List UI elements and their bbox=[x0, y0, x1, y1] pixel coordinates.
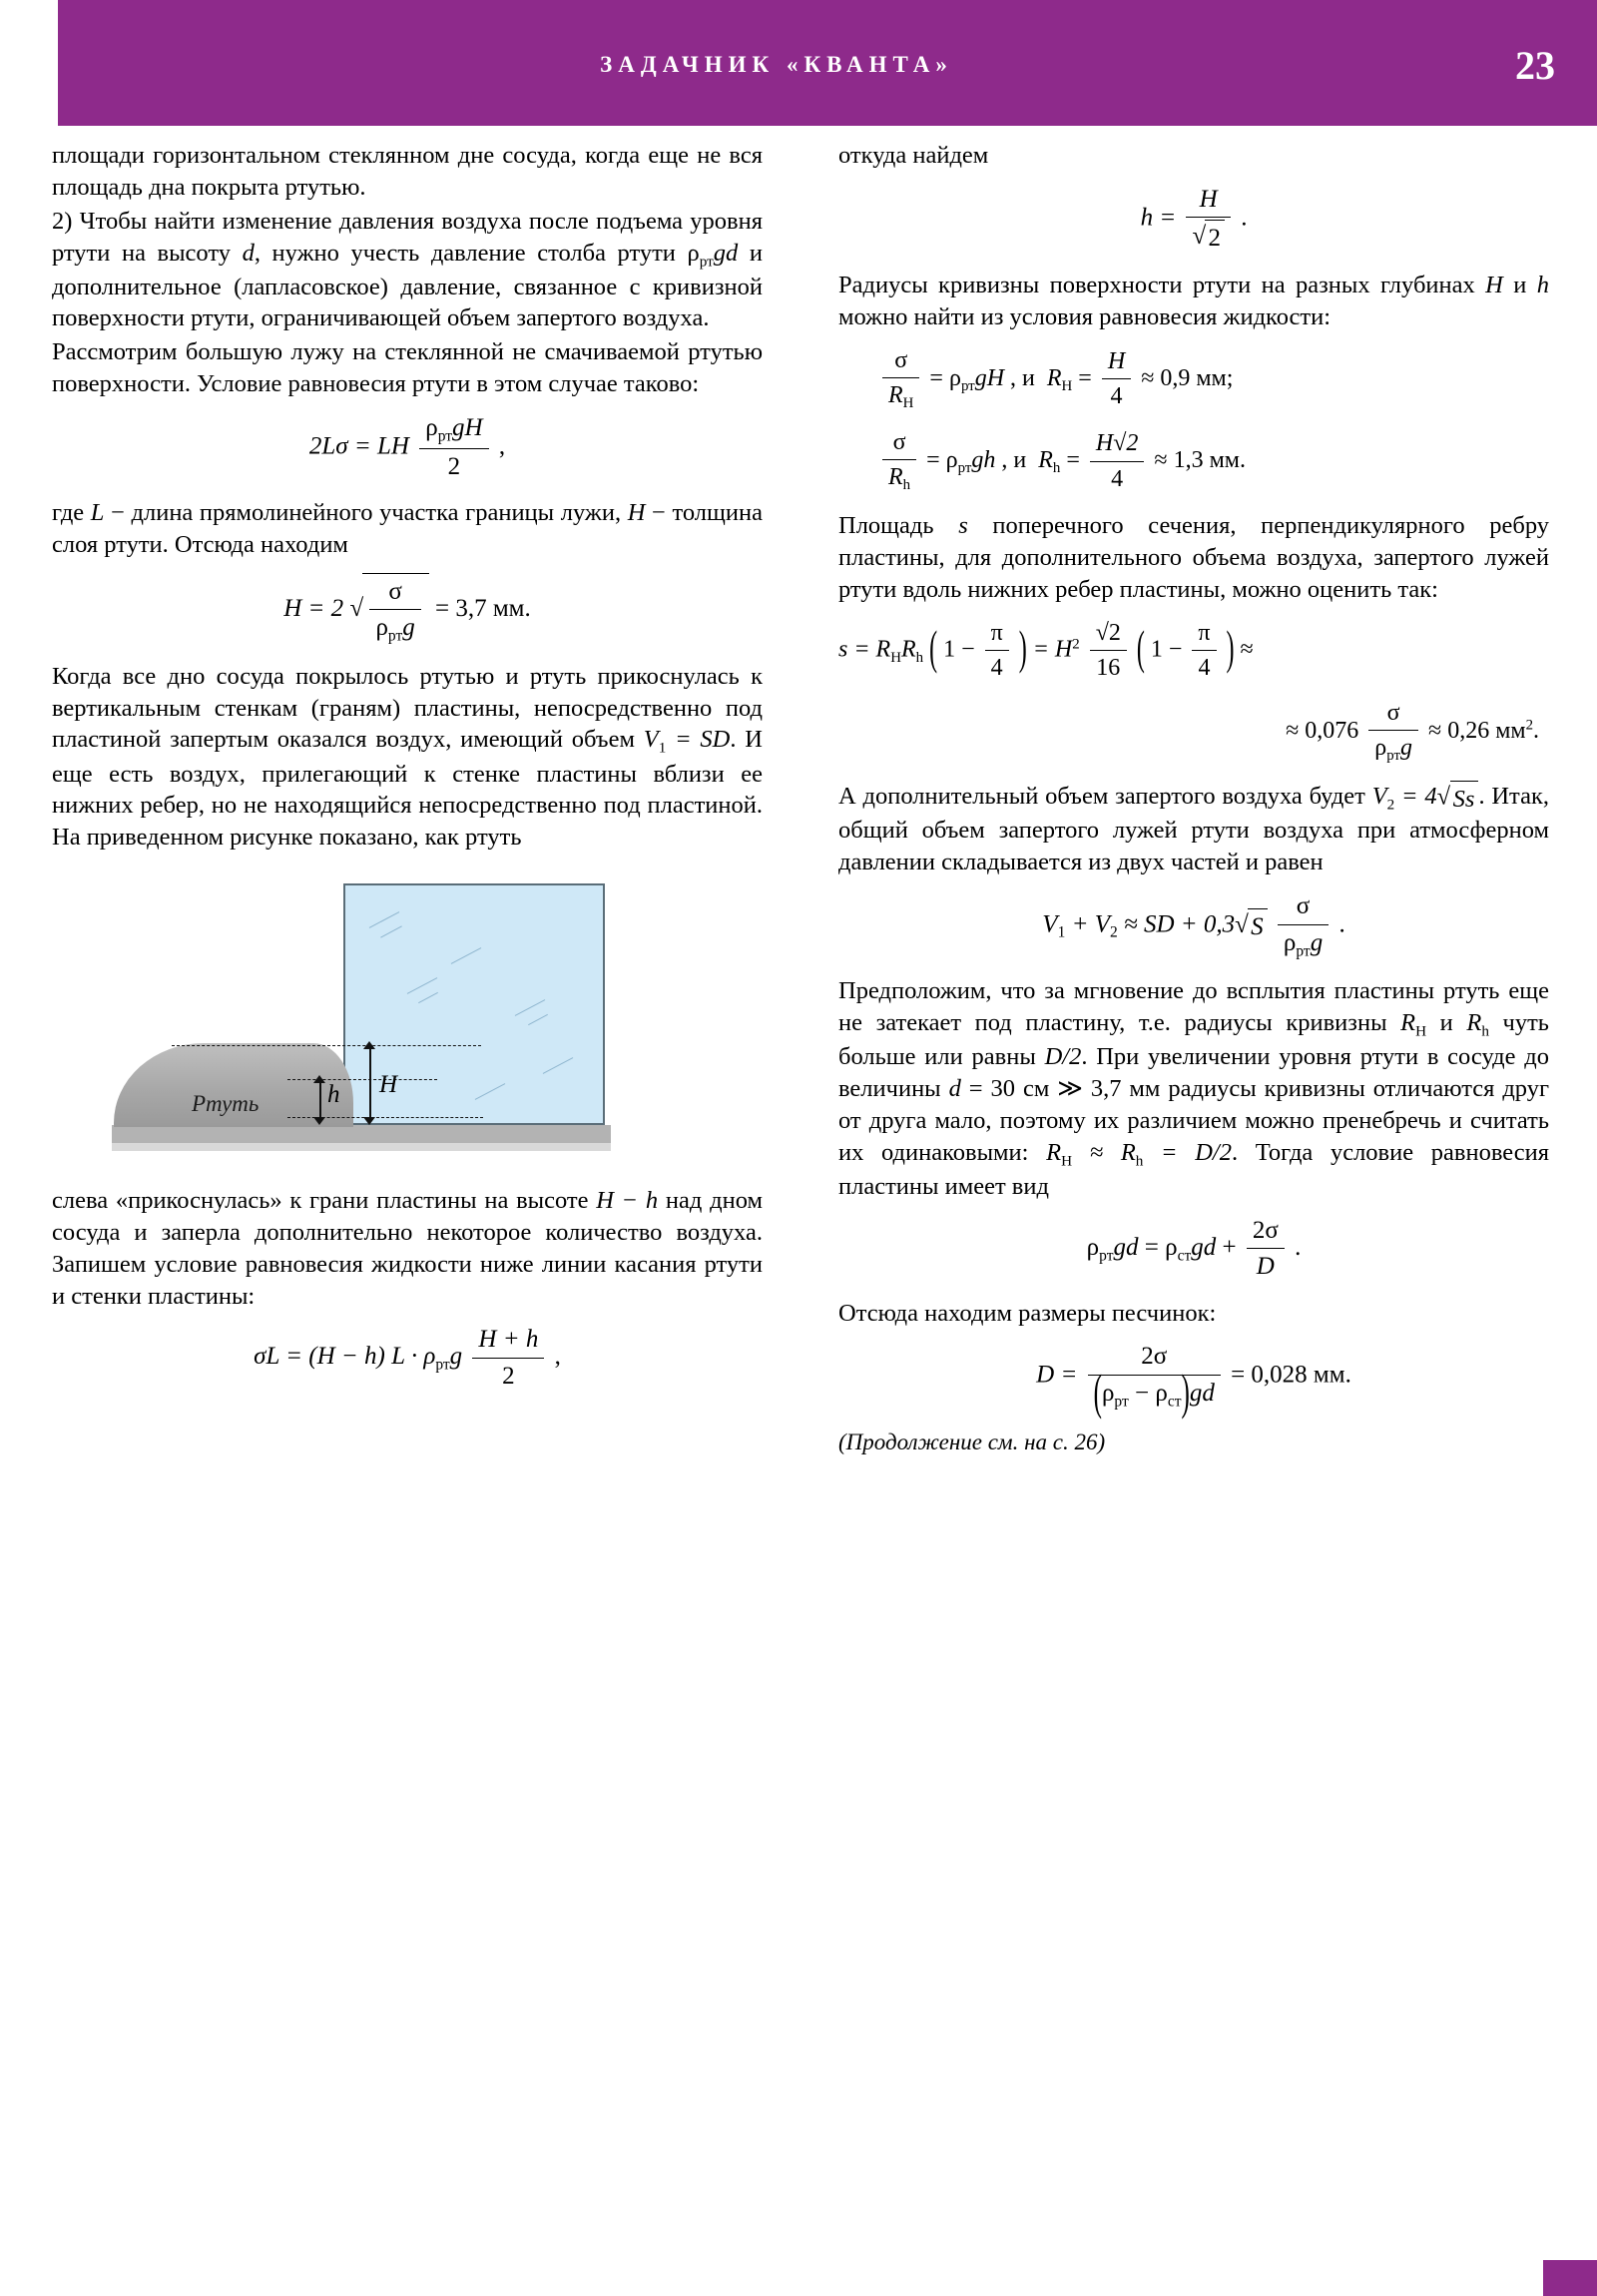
text-run: чуть больше или равны bbox=[838, 1009, 1549, 1071]
equation-1 bbox=[838, 184, 1549, 256]
eq2-den2: 4 bbox=[1110, 382, 1123, 409]
expr-D-over-2: D/2 bbox=[1044, 1043, 1082, 1071]
eq3-numerator: H + h bbox=[472, 1324, 544, 1359]
unit-cm: см bbox=[1022, 1074, 1050, 1102]
glint-icon bbox=[407, 977, 437, 994]
eq2-gH: gH bbox=[974, 364, 1005, 391]
paren-open-icon: ( bbox=[1136, 623, 1145, 676]
var-gd: gd bbox=[713, 239, 739, 267]
eq2-numerator: σ bbox=[369, 576, 420, 611]
text-run: и bbox=[1426, 1009, 1467, 1037]
text-run: . И еще есть воздух, прилегающий к стенке пластины вблизи ее нижних ребер, но не находящийся непосредственно под пластиной. На приведенном рисунке показано, как ртуть bbox=[52, 726, 763, 852]
text-run: − длина прямолинейного участка границы лужи, bbox=[104, 499, 628, 527]
eq4b-g: g bbox=[1400, 735, 1413, 762]
text-run: где bbox=[52, 499, 91, 527]
eq2-numerator: σ bbox=[882, 345, 919, 378]
eq2-comma: , и bbox=[1010, 364, 1035, 391]
eq7-result: = 0,028 bbox=[1231, 1361, 1308, 1389]
paragraph-6 bbox=[52, 1185, 763, 1312]
eq1-fraction bbox=[419, 412, 488, 483]
eq5-plus-V2: + V bbox=[1065, 910, 1110, 938]
eq6-numerator: 2σ bbox=[1247, 1215, 1285, 1250]
var-d: d bbox=[948, 1074, 961, 1102]
expr-approx-Rh: ≈ R bbox=[1072, 1138, 1136, 1166]
glint-icon bbox=[543, 1057, 573, 1074]
eq2-R: R bbox=[888, 381, 903, 408]
eq3-R-sub: h bbox=[902, 477, 911, 494]
paragraph-3: Рассмотрим большую лужу на стеклянной не смачиваемой ртутью поверхности. Условие равновесия ртути в этом случае таково: bbox=[52, 338, 763, 398]
eq2-approx: ≈ 0,9 bbox=[1141, 364, 1191, 391]
eq4-one-minus: 1 − bbox=[943, 636, 975, 663]
text-run: можно найти из условия равновесия жидкости: bbox=[838, 302, 1331, 330]
eq6-rho-sub: рт bbox=[1099, 1247, 1114, 1265]
eq3-gh: gh bbox=[971, 447, 996, 474]
eq4b-period: . bbox=[1533, 717, 1539, 744]
eq2-sqrt bbox=[349, 573, 428, 647]
eq6-gd2: gd bbox=[1191, 1233, 1217, 1261]
arrow-up-icon bbox=[313, 1075, 325, 1083]
glint-icon bbox=[528, 1014, 548, 1025]
eq6-rho2-sub: ст bbox=[1177, 1247, 1192, 1265]
p4-radicand: Ss bbox=[1450, 781, 1479, 816]
eq5-V1: V bbox=[1042, 910, 1058, 938]
eq3-unit: мм bbox=[1209, 447, 1240, 474]
eq3-approx: ≈ 1,3 bbox=[1154, 447, 1204, 474]
page-corner-mark bbox=[1543, 2260, 1597, 2296]
eq2-rho: ρ bbox=[375, 614, 388, 642]
expr-equals-D2: = D/2 bbox=[1143, 1138, 1232, 1166]
v2-subscript: 2 bbox=[1386, 795, 1395, 813]
eq6-fraction bbox=[1247, 1215, 1285, 1284]
page-header-band bbox=[58, 0, 1597, 126]
eq3-comma: , и bbox=[1001, 447, 1027, 474]
var-d: d bbox=[242, 239, 255, 267]
figure-arrow-H bbox=[369, 1047, 371, 1117]
rh2-subscript: h bbox=[1481, 1022, 1489, 1040]
radical-sign: √ bbox=[1436, 783, 1451, 811]
eq3-mid-sub: рт bbox=[957, 460, 972, 477]
eq3-lhs-sub: рт bbox=[435, 1357, 450, 1375]
eq4-pi-fraction bbox=[985, 618, 1009, 684]
eq3-num2: H√2 bbox=[1090, 428, 1145, 461]
eq4-sub1: H bbox=[890, 649, 901, 666]
var-h: h bbox=[1536, 271, 1549, 298]
equation-5 bbox=[838, 890, 1549, 961]
eq6-denominator: D bbox=[1256, 1253, 1275, 1280]
eq4b-fraction bbox=[1368, 698, 1418, 767]
eq2-mid-sub: рт bbox=[960, 377, 975, 394]
eq3-numerator: σ bbox=[882, 427, 916, 460]
figure-base-shadow bbox=[112, 1143, 611, 1151]
eq7-minus-rho2: − ρ bbox=[1128, 1379, 1168, 1407]
left-column bbox=[52, 140, 763, 1407]
eq4b-result: ≈ 0,26 bbox=[1428, 717, 1490, 744]
eq3-tail: , bbox=[554, 1343, 561, 1371]
text-run: 2) Чтобы найти изменение давления воздуха после подъема уровня ртути на высоту bbox=[52, 207, 763, 267]
eq4-equals-H: = H bbox=[1032, 636, 1073, 663]
eq2-fraction-left bbox=[882, 345, 919, 414]
figure-label-h: h bbox=[327, 1081, 340, 1109]
eq4-sqrt2: √2 bbox=[1090, 618, 1127, 651]
continuation-note: (Продолжение см. на с. 26) bbox=[838, 1430, 1106, 1455]
figure-glass-bottom bbox=[112, 1125, 611, 1143]
eq3-R2-sub: h bbox=[1052, 460, 1061, 477]
paragraph-4 bbox=[838, 781, 1549, 879]
eq4-approx: ≈ bbox=[1240, 636, 1254, 663]
text-run: слева «прикоснулась» к грани пластины на высоте bbox=[52, 1187, 597, 1215]
equation-1 bbox=[52, 412, 763, 483]
eq5-g: g bbox=[1310, 928, 1324, 956]
eq1-sqrt bbox=[1192, 220, 1225, 256]
radical-sign: √ bbox=[1235, 910, 1249, 938]
eq6-gd: gd bbox=[1113, 1233, 1139, 1261]
eq4-sub2: h bbox=[915, 649, 924, 666]
eq1-tail: , bbox=[498, 432, 506, 460]
paragraph-1: откуда найдем bbox=[838, 142, 989, 169]
text-run: А дополнительный объем запертого воздуха будет bbox=[838, 782, 1372, 810]
equation-3 bbox=[52, 1324, 763, 1393]
eq2-g: g bbox=[402, 614, 415, 642]
equation-7 bbox=[838, 1341, 1549, 1421]
equation-4-line1 bbox=[838, 618, 1549, 684]
paragraph-5 bbox=[838, 975, 1549, 1202]
arrow-up-icon bbox=[363, 1041, 375, 1049]
eq3-fraction-left bbox=[882, 427, 916, 496]
eq7-rho1: ρ bbox=[1101, 1379, 1115, 1407]
rh-subscript: H bbox=[1415, 1022, 1427, 1040]
glint-icon bbox=[418, 992, 438, 1003]
eq2-unit: мм bbox=[1196, 364, 1227, 391]
eq5-period: . bbox=[1338, 910, 1345, 938]
eq2-fraction-right bbox=[1102, 346, 1131, 412]
arrow-down-icon bbox=[363, 1117, 375, 1125]
text-run: − толщина слоя ртути. Отсюда находим bbox=[52, 499, 763, 558]
eq7-lhs: D = bbox=[1036, 1361, 1078, 1389]
eq4b-rho: ρ bbox=[1374, 735, 1387, 762]
text-run: , нужно учесть давление столба ртути bbox=[254, 239, 688, 267]
eq4b-unit: мм bbox=[1495, 717, 1526, 744]
radical-sign: √ bbox=[1192, 223, 1207, 251]
eq4-four-2: 4 bbox=[1198, 654, 1211, 681]
rh-subscript-2: H bbox=[1061, 1151, 1073, 1169]
text-run: Когда все дно сосуда покрылось ртутью и ртуть прикоснулась к вертикальным стенкам (граням) пластины, непосредственно под пластиной запертым оказался воздух, имеющий объем bbox=[52, 662, 763, 754]
text-run: радиусы кривизны отличаются друг от друга мало, поэтому их различием можно пренебречь и считать их одинаковыми: bbox=[838, 1074, 1550, 1166]
eq4b-unit-power: 2 bbox=[1525, 717, 1533, 734]
eq2-fraction bbox=[369, 576, 420, 647]
expr-H-minus-h: H − h bbox=[596, 1187, 659, 1215]
paragraph-6: Отсюда находим размеры песчинок: bbox=[838, 1299, 1217, 1327]
figure-mercury-plate bbox=[52, 871, 763, 1171]
eq1-numerator bbox=[419, 412, 488, 449]
eq6-period: . bbox=[1295, 1233, 1302, 1261]
eq3-period: . bbox=[1239, 447, 1246, 474]
equation-4-line2 bbox=[838, 698, 1549, 767]
eq1-lhs: h = bbox=[1140, 204, 1177, 232]
figure-dash-top bbox=[172, 1045, 481, 1046]
eq7-denominator bbox=[1088, 1366, 1221, 1421]
var-Rh: R bbox=[1466, 1009, 1482, 1037]
eq1-rho: ρ bbox=[425, 413, 438, 441]
eq3-fraction bbox=[472, 1324, 544, 1393]
paragraph-1: площади горизонтальном стеклянном дне сосуда, когда еще не вся площадь дна покрыта ртутью. bbox=[52, 142, 763, 201]
glint-icon bbox=[380, 925, 402, 937]
var-RH-2: R bbox=[1046, 1138, 1062, 1166]
eq4b-rho-sub: рт bbox=[1386, 748, 1401, 765]
text-run: ≫ 3,7 bbox=[1049, 1074, 1122, 1102]
eq3-equals: = bbox=[1066, 447, 1080, 474]
eq5-radicand: S bbox=[1248, 908, 1268, 944]
text-run: = 30 bbox=[960, 1074, 1016, 1102]
eq3-den2: 4 bbox=[1111, 465, 1124, 492]
eq3-denominator bbox=[882, 460, 916, 496]
glint-icon bbox=[475, 1083, 505, 1100]
eq4b-numerator: σ bbox=[1368, 698, 1418, 731]
eq1-rho-sub: рт bbox=[437, 427, 453, 445]
eq5-fraction bbox=[1278, 890, 1329, 961]
text-run: . При увеличении уровня ртути в сосуде до величины bbox=[838, 1043, 1549, 1102]
eq1-radicand: 2 bbox=[1205, 220, 1225, 256]
eq-sd: = SD bbox=[666, 726, 731, 754]
paren-close-icon: ) bbox=[1181, 1366, 1190, 1421]
text-run: . Тогда условие равновесия пластины имеет вид bbox=[838, 1138, 1549, 1200]
glint-icon bbox=[451, 947, 481, 964]
eq6-equals: = ρ bbox=[1144, 1233, 1178, 1261]
eq4-pi: π bbox=[985, 618, 1009, 651]
eq2-period: . bbox=[524, 594, 531, 622]
eq2-semicolon: ; bbox=[1226, 364, 1234, 391]
var-H: H bbox=[1485, 271, 1503, 298]
eq3-R2: R bbox=[1038, 447, 1053, 474]
eq2-unit: мм bbox=[492, 594, 525, 622]
var-V2: V bbox=[1371, 782, 1387, 810]
eq7-rho1-sub: рт bbox=[1114, 1393, 1129, 1411]
eq6-plus: + bbox=[1222, 1233, 1237, 1261]
eq2-R-sub: H bbox=[902, 394, 914, 411]
eq1-numerator: H bbox=[1186, 184, 1231, 219]
eq4-H-power: 2 bbox=[1072, 636, 1080, 653]
eq3-g: g bbox=[449, 1343, 463, 1371]
eq3-mid: = ρ bbox=[926, 447, 958, 474]
eq2-denominator bbox=[882, 378, 919, 414]
paren-open-icon: ( bbox=[929, 623, 938, 676]
text-run: Площадь bbox=[838, 511, 959, 539]
page-title: ЗАДАЧНИК «КВАНТА» bbox=[600, 52, 953, 77]
eq4-sqrt2-fraction bbox=[1090, 618, 1127, 684]
var-s: s bbox=[958, 511, 968, 539]
eq5-rho-sub: рт bbox=[1296, 942, 1311, 960]
paragraph-4 bbox=[52, 497, 763, 561]
p4-sqrt bbox=[1437, 781, 1479, 816]
right-column bbox=[838, 140, 1549, 1457]
equation-2 bbox=[52, 573, 763, 647]
text-run: Предположим, что за мгновение до всплытия пластины ртуть еще не затекает под пластину, т.е. радиусы кривизны bbox=[838, 977, 1549, 1037]
eq4b-denominator bbox=[1368, 731, 1418, 767]
eq5-approx: ≈ SD + 0,3 bbox=[1117, 910, 1236, 938]
radical-sign: √ bbox=[349, 594, 364, 622]
eq5-denominator bbox=[1278, 925, 1329, 962]
eq2-R2-sub: H bbox=[1061, 377, 1073, 394]
equation-2 bbox=[838, 345, 1549, 414]
v1-subscript: 1 bbox=[658, 739, 667, 757]
eq4-R2: R bbox=[900, 636, 916, 663]
page-number: 23 bbox=[1515, 43, 1555, 88]
glint-icon bbox=[369, 911, 399, 928]
eq4b-approx: ≈ 0,076 bbox=[1286, 717, 1359, 744]
eq7-rho2-sub: ст bbox=[1167, 1393, 1182, 1411]
eq4-four: 4 bbox=[990, 654, 1003, 681]
eq3-lhs: σL = (H − h) L · ρ bbox=[254, 1343, 436, 1371]
unit-mm: мм bbox=[1129, 1074, 1161, 1102]
eq1-denominator: 2 bbox=[447, 452, 461, 480]
eq2-result: = 3,7 bbox=[435, 594, 487, 622]
equation-3 bbox=[838, 427, 1549, 496]
eq3-denominator: 2 bbox=[502, 1362, 515, 1390]
arrow-down-icon bbox=[313, 1117, 325, 1125]
paragraph-2 bbox=[52, 206, 763, 335]
var-RH: R bbox=[1400, 1009, 1416, 1037]
paren-open-icon: ( bbox=[1093, 1366, 1102, 1421]
eq6-rho: ρ bbox=[1086, 1233, 1100, 1261]
paragraph-3 bbox=[838, 510, 1549, 606]
figure-label-H: H bbox=[379, 1071, 398, 1099]
eq2-lhs: H = 2 bbox=[283, 594, 344, 622]
eq-4: = 4 bbox=[1394, 782, 1437, 810]
paragraph-5 bbox=[52, 661, 763, 854]
eq7-period: . bbox=[1344, 1361, 1351, 1389]
text-run: поперечного сечения, перпендикулярного ребру пластины, для дополнительного объема воздуха, запертого лужей ртути вдоль нижних ребер пластины, можно оценить так: bbox=[838, 511, 1549, 603]
eq5-rho: ρ bbox=[1283, 928, 1297, 956]
eq4-pi-fraction-2 bbox=[1192, 618, 1216, 684]
eq2-radicand bbox=[362, 573, 428, 647]
paragraph-2 bbox=[838, 270, 1549, 333]
figure-arrow-h bbox=[319, 1081, 321, 1117]
eq4-one-minus-2: 1 − bbox=[1150, 636, 1183, 663]
eq4-lhs: s = R bbox=[838, 636, 891, 663]
figure-mercury-label: Ртуть bbox=[192, 1091, 260, 1117]
eq7-fraction bbox=[1088, 1341, 1221, 1421]
text-run: над дном сосуда и заперла дополнительно некоторое количество воздуха. Запишем условие равновесия жидкости ниже линии касания ртути и стенки пластины: bbox=[52, 1187, 763, 1310]
eq5-sqrt bbox=[1235, 908, 1268, 944]
figure-dash-mid bbox=[287, 1079, 437, 1080]
rh-subscript-3: h bbox=[1135, 1151, 1144, 1169]
eq2-equals: = bbox=[1078, 364, 1092, 391]
paren-close-icon: ) bbox=[1226, 623, 1235, 676]
page-left-margin bbox=[0, 0, 58, 2296]
var-H: H bbox=[627, 499, 646, 527]
var-V1: V bbox=[643, 726, 659, 754]
eq3-R: R bbox=[888, 464, 903, 491]
text-run: и дополнительное (лапласовское) давление, связанное с кривизной поверхности ртути, ограничивающей объем запертого воздуха. bbox=[52, 239, 763, 332]
eq2-mid: = ρ bbox=[929, 364, 961, 391]
text-run: Радиусы кривизны поверхности ртути на разных глубинах bbox=[838, 271, 1486, 298]
symbol-rho: ρ bbox=[687, 239, 700, 267]
eq2-R2: R bbox=[1046, 364, 1062, 391]
eq3-fraction-right bbox=[1090, 428, 1145, 494]
rho-subscript: рт bbox=[699, 252, 714, 270]
text-run: и bbox=[1502, 271, 1537, 298]
eq1-lhs: 2Lσ = LH bbox=[308, 432, 409, 460]
eq1-denominator bbox=[1186, 218, 1231, 256]
eq2-rho-sub: рт bbox=[387, 627, 403, 645]
equation-6 bbox=[838, 1215, 1549, 1284]
eq2-num2: H bbox=[1102, 346, 1131, 379]
eq7-numerator: 2σ bbox=[1088, 1341, 1221, 1376]
eq5-V2-sub: 2 bbox=[1109, 923, 1118, 941]
eq7-gd: gd bbox=[1189, 1379, 1215, 1407]
eq7-unit: мм bbox=[1313, 1361, 1345, 1389]
var-L: L bbox=[90, 499, 105, 527]
eq5-V1-sub: 1 bbox=[1057, 923, 1066, 941]
eq4-16: 16 bbox=[1096, 654, 1121, 681]
glint-icon bbox=[515, 999, 545, 1016]
text-run: . Итак, общий объем запертого лужей ртути воздуха при атмосферном давлении складывается из двух частей и равен bbox=[838, 782, 1549, 876]
paren-close-icon: ) bbox=[1018, 623, 1027, 676]
eq1-fraction bbox=[1186, 184, 1231, 256]
eq1-gh: gH bbox=[452, 413, 483, 441]
eq5-numerator: σ bbox=[1278, 890, 1329, 925]
eq2-denominator bbox=[369, 610, 420, 647]
eq4-pi-2: π bbox=[1192, 618, 1216, 651]
eq1-tail: . bbox=[1241, 204, 1248, 232]
